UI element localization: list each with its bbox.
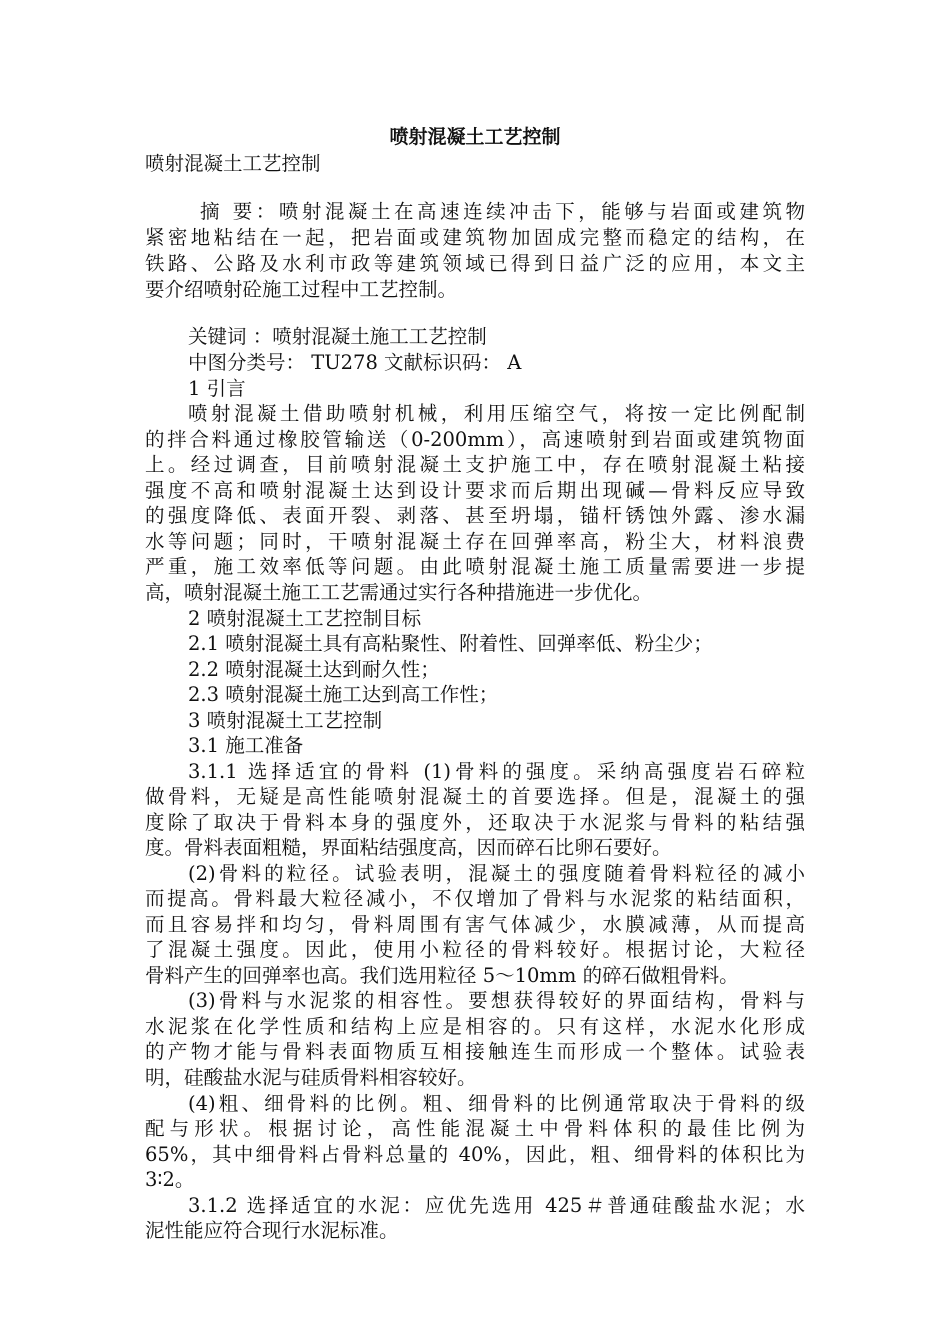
paragraph-line: (4)粗、细骨料的比例。粗、细骨料的比例通常取决于骨料的级 [188, 1092, 805, 1115]
classification-line: 中图分类号： TU278 文献标识码： A [188, 351, 522, 374]
paragraph-line: 3∶2。 [145, 1168, 195, 1191]
paragraph-line: 骨料产生的回弹率也高。我们选用粒径 5～10mm 的碎石做粗骨料。 [145, 964, 739, 987]
paragraph-line: 65%，其中细骨料占骨料总量的 40%，因此，粗、细骨料的体积比为 [145, 1143, 805, 1166]
paragraph-line: 强度不高和喷射混凝土达到设计要求而后期出现碱—骨料反应导致 [145, 479, 805, 502]
paragraph-line: (2)骨料的粒径。试验表明，混凝土的强度随着骨料粒径的减小 [188, 862, 805, 885]
paragraph-line: 而提高。骨料最大粒径减小，不仅增加了骨料与水泥浆的粘结面积， [145, 887, 805, 910]
list-item: 2.1 喷射混凝土具有高粘聚性、附着性、回弹率低、粉尘少； [188, 632, 713, 655]
paragraph-line: 上。经过调查，目前喷射混凝土支护施工中，存在喷射混凝土粘接 [145, 453, 805, 476]
paragraph-line: 严重，施工效率低等问题。由此喷射混凝土施工质量需要进一步提 [145, 555, 805, 578]
paragraph-line: 明，硅酸盐水泥与硅质骨料相容较好。 [145, 1066, 477, 1089]
paragraph-line: 3.1.2 选择适宜的水泥：应优先选用 425＃普通硅酸盐水泥；水 [188, 1194, 805, 1217]
section-heading: 3 喷射混凝土工艺控制 [188, 709, 383, 732]
document-subtitle: 喷射混凝土工艺控制 [145, 152, 321, 175]
paragraph-line: 度除了取决于骨料本身的强度外，还取决于水泥浆与骨料的粘结强 [145, 811, 805, 834]
section-heading: 2 喷射混凝土工艺控制目标 [188, 607, 422, 630]
abstract-line: 摘 要：喷射混凝土在高速连续冲击下，能够与岩面或建筑物 [200, 200, 805, 223]
list-item: 2.2 喷射混凝土达到耐久性； [188, 658, 440, 681]
paragraph-line: 了混凝土强度。因此，使用小粒径的骨料较好。根据讨论，大粒径 [145, 938, 805, 961]
section-heading: 3.1 施工准备 [188, 734, 304, 757]
keywords-line: 关键词 ：喷射混凝土施工工艺控制 [188, 325, 487, 348]
paragraph-line: 水等问题；同时，干喷射混凝土存在回弹率高，粉尘大，材料浪费 [145, 530, 805, 553]
paragraph-line: 3.1.1 选择适宜的骨料 (1)骨料的强度。采纳高强度岩石碎粒 [188, 760, 805, 783]
paragraph-line: 度。骨料表面粗糙，界面粘结强度高，因而碎石比卵石要好。 [145, 836, 672, 859]
abstract-line: 铁路、公路及水利市政等建筑领域已得到日益广泛的应用，本文主 [145, 252, 805, 275]
abstract-line: 紧密地粘结在一起，把岩面或建筑物加固成完整而稳定的结构，在 [145, 226, 805, 249]
section-heading: 1 引言 [188, 377, 246, 400]
paragraph-line: 泥性能应符合现行水泥标准。 [145, 1219, 399, 1242]
paragraph-line: 喷射混凝土借助喷射机械，利用压缩空气，将按一定比例配制 [188, 402, 805, 425]
paragraph-line: (3)骨料与水泥浆的相容性。要想获得较好的界面结构，骨料与 [188, 989, 805, 1012]
paragraph-line: 而且容易拌和均匀，骨料周围有害气体减少，水膜减薄，从而提高 [145, 913, 805, 936]
paragraph-line: 的强度降低、表面开裂、剥落、甚至坍塌，锚杆锈蚀外露、渗水漏 [145, 504, 805, 527]
paragraph-line: 做骨料，无疑是高性能喷射混凝土的首要选择。但是，混凝土的强 [145, 785, 805, 808]
document-title: 喷射混凝土工艺控制 [389, 126, 561, 148]
abstract-line: 要介绍喷射砼施工过程中工艺控制。 [145, 278, 458, 301]
paragraph-line: 高，喷射混凝土施工工艺需通过实行各种措施进一步优化。 [145, 581, 653, 604]
paragraph-line: 水泥浆在化学性质和结构上应是相容的。只有这样，水泥水化形成 [145, 1015, 805, 1038]
paragraph-line: 的产物才能与骨料表面物质互相接触连生而形成一个整体。试验表 [145, 1040, 805, 1063]
paragraph-line: 配与形状。根据讨论，高性能混凝土中骨料体积的最佳比例为 [145, 1117, 805, 1140]
list-item: 2.3 喷射混凝土施工达到高工作性； [188, 683, 499, 706]
paragraph-line: 的拌合料通过橡胶管输送（0-200mm），高速喷射到岩面或建筑物面 [145, 428, 805, 451]
